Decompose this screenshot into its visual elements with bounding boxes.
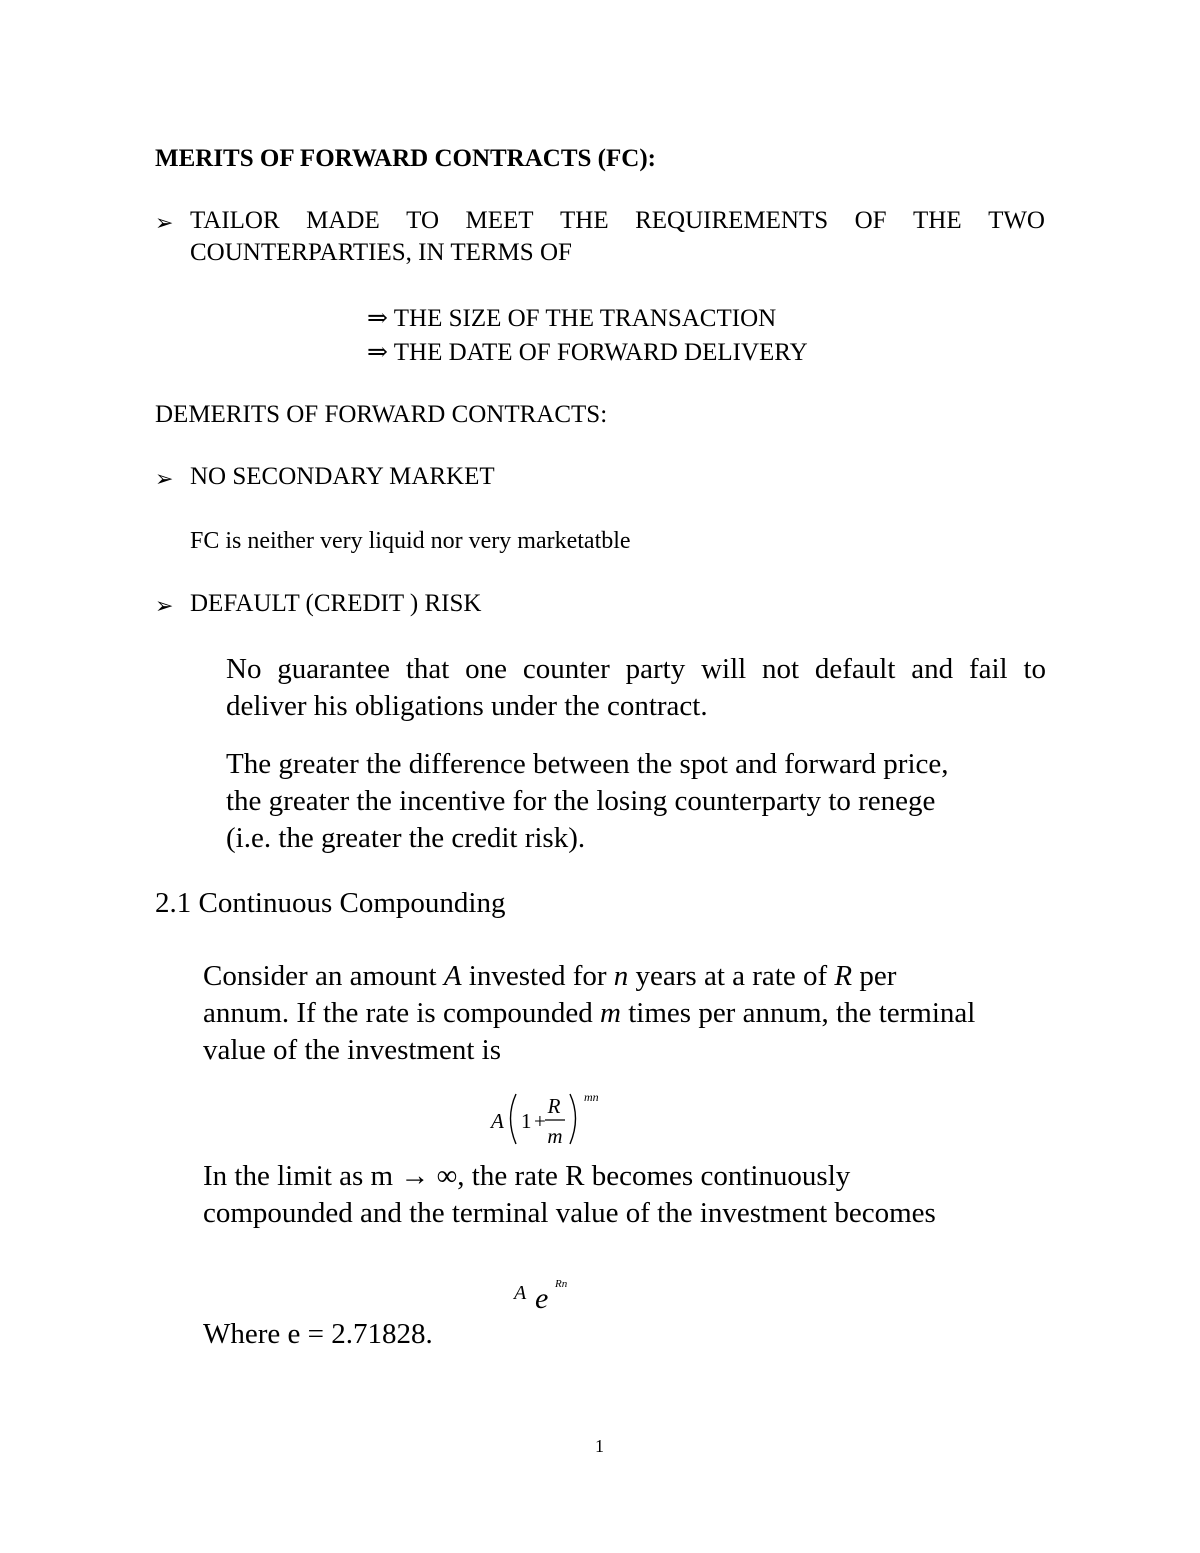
formula-base-a: A [491,1109,504,1133]
para1-line1 [203,960,896,993]
text-run: per [852,960,897,992]
term-item [367,303,776,333]
word: No [226,653,262,685]
word: default [814,653,896,685]
variable-n: n [613,960,629,992]
variable-a: A [443,960,462,992]
word: OF [854,207,887,234]
default-risk-para2-line: the greater the incentive for the losing counterparty to renege [226,785,936,817]
word: fail [968,653,1008,685]
bullet-arrow-icon: ➢ [155,593,174,618]
word: TO [406,207,440,234]
formula-e: e [535,1282,549,1315]
word: not [762,653,800,685]
where-line: Where e = 2.71828. [203,1318,433,1350]
left-paren [511,1094,517,1144]
demerits-heading: DEMERITS OF FORWARD CONTRACTS: [155,401,608,428]
bullet-arrow-icon: ➢ [155,466,174,491]
word: MEET [465,207,534,234]
word: that [405,653,450,685]
word: will [701,653,747,685]
word: THE [913,207,962,234]
section-heading: 2.1 Continuous Compounding [155,887,506,919]
compound-formula [485,1088,615,1158]
para1-line2 [203,997,975,1030]
default-risk-para1-line1 [226,653,1046,686]
formula-plus: + [534,1109,546,1133]
formula-exponent: Rn [555,1278,568,1290]
term-text: THE SIZE OF THE TRANSACTION [393,305,777,332]
right-paren [570,1094,576,1144]
text-run: years at a rate of [628,960,835,992]
default-risk-para2-line: The greater the difference between the spot and forward price, [226,748,949,780]
word: THE [560,207,609,234]
term-item [367,337,808,367]
demerit-title: NO SECONDARY MARKET [190,463,495,490]
word: TWO [988,207,1045,234]
text-run: invested for [461,960,614,992]
bullet-arrow-icon: ➢ [155,210,174,235]
default-risk-para2-line: (i.e. the greater the credit risk). [226,822,586,854]
merit-bullet-line1 [190,207,1045,235]
word: TAILOR [190,207,280,234]
text-run: Consider an amount [203,960,444,992]
variable-r: R [834,960,853,992]
word: one [465,653,508,685]
variable-m: m [600,997,621,1029]
formula-numerator: R [547,1094,561,1118]
text-run: annum. If the rate is compounded [203,997,601,1029]
word: to [1023,653,1046,685]
word: MADE [306,207,380,234]
demerit-title: DEFAULT (CREDIT ) RISK [190,590,482,617]
default-risk-para1-line2: deliver his obligations under the contract. [226,690,708,722]
word: guarantee [277,653,390,685]
para1-line3: value of the investment is [203,1034,501,1066]
page-number: 1 [595,1436,604,1456]
merit-bullet-line2: COUNTERPARTIES, IN TERMS OF [190,239,572,266]
text-run: times per annum, the terminal [620,997,976,1029]
word: REQUIREMENTS [635,207,829,234]
word: counter [522,653,610,685]
formula-exponent: mn [584,1090,599,1104]
demerit-note: FC is neither very liquid nor very marketatble [190,528,631,554]
para2-line: In the limit as m → ∞, the rate R becomes continuously [203,1160,851,1192]
word: and [911,653,954,685]
implies-arrow-icon: ⇒ [367,305,388,332]
merits-heading: MERITS OF FORWARD CONTRACTS (FC): [155,145,656,172]
continuous-formula [508,1268,588,1318]
formula-base-a: A [514,1282,527,1304]
para2-line: compounded and the terminal value of the investment becomes [203,1197,936,1229]
implies-arrow-icon: ⇒ [367,339,388,366]
term-text: THE DATE OF FORWARD DELIVERY [393,339,808,366]
word: party [625,653,686,685]
formula-denominator: m [547,1124,563,1148]
formula-one: 1 [521,1109,532,1133]
